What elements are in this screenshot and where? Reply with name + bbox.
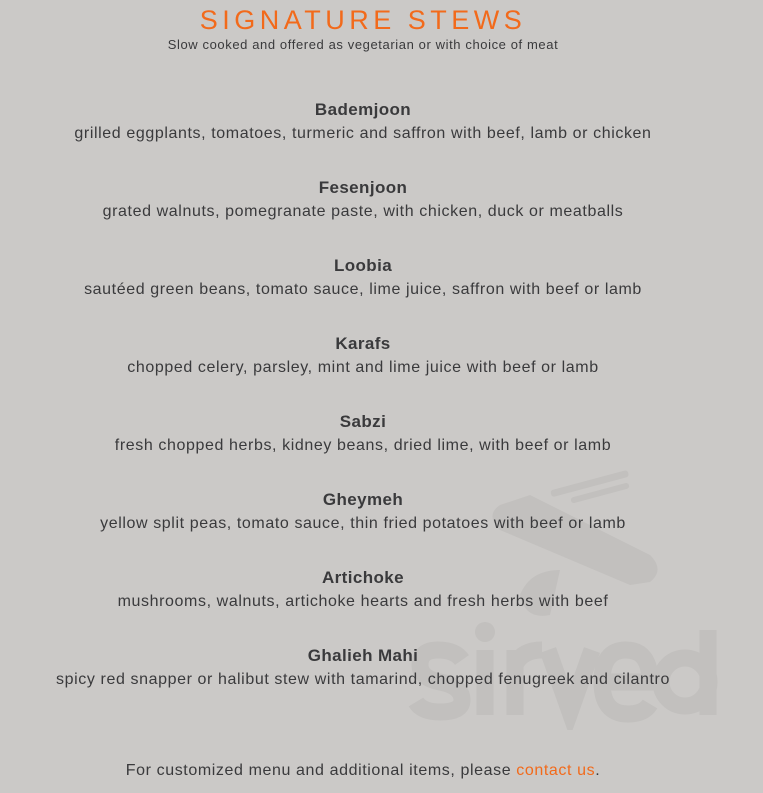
menu-item-name: Karafs	[335, 334, 391, 353]
menu-item-name: Ghalieh Mahi	[307, 646, 419, 665]
menu-item-name: Gheymeh	[322, 490, 404, 509]
menu-item-list	[0, 99, 726, 723]
section-subtitle: Slow cooked and offered as vegetarian or with choice of meat	[167, 37, 559, 52]
menu-item-name: Loobia	[333, 256, 393, 275]
menu-item-name: Artichoke	[321, 568, 404, 587]
menu-item-description: spicy red snapper or halibut stew with tamarind, chopped fenugreek and cilantro	[56, 671, 670, 688]
menu-item	[0, 567, 726, 645]
footer-text: For customized menu and additional items, please	[125, 762, 517, 779]
menu-item-description: fresh chopped herbs, kidney beans, dried lime, with beef or lamb	[114, 437, 612, 454]
menu-item	[0, 177, 726, 255]
footer-end: .	[595, 762, 601, 779]
menu-item-description: grated walnuts, pomegranate paste, with chicken, duck or meatballs	[102, 203, 624, 220]
menu-item-description: mushrooms, walnuts, artichoke hearts and fresh herbs with beef	[117, 593, 609, 610]
menu-item	[0, 99, 726, 177]
menu-item-name: Fesenjoon	[318, 178, 408, 197]
menu-item-name: Sabzi	[339, 412, 387, 431]
contact-us-link[interactable]: contact us	[516, 762, 596, 779]
menu-item	[0, 255, 726, 333]
menu-item-description: grilled eggplants, tomatoes, turmeric and saffron with beef, lamb or chicken	[74, 125, 652, 142]
menu-item	[0, 333, 726, 411]
menu-item	[0, 645, 726, 723]
menu-item	[0, 489, 726, 567]
menu-item-description: sautéed green beans, tomato sauce, lime juice, saffron with beef or lamb	[84, 281, 642, 298]
menu-item-description: yellow split peas, tomato sauce, thin fried potatoes with beef or lamb	[100, 515, 626, 532]
menu-item-name: Bademjoon	[314, 100, 412, 119]
section-title: SIGNATURE STEWS	[199, 5, 527, 35]
footer-note	[0, 761, 726, 781]
menu-item	[0, 411, 726, 489]
menu-item-description: chopped celery, parsley, mint and lime juice with beef or lamb	[127, 359, 599, 376]
